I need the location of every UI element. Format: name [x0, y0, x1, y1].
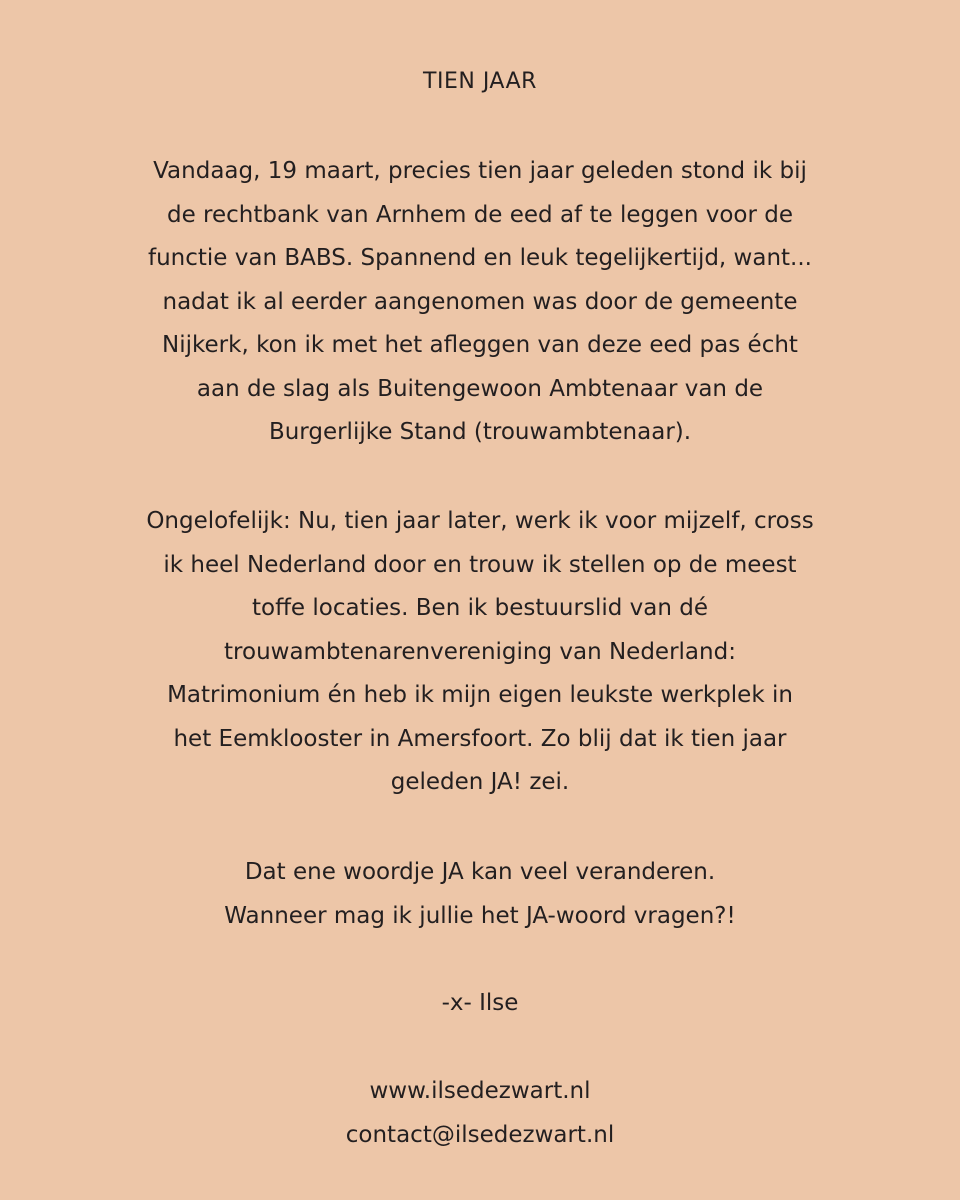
email-link[interactable]: contact@ilsedezwart.nl	[345, 1121, 615, 1148]
text-line: Nijkerk, kon ik met het afleggen van deze eed pas écht	[162, 332, 798, 358]
text-line: Wanneer mag ik jullie het JA-woord vragen?!	[224, 902, 736, 929]
text-line: Ongelofelijk: Nu, tien jaar later, werk ik voor mijzelf, cross	[146, 508, 814, 534]
text-line: trouwambtenarenvereniging van Nederland:	[224, 638, 736, 665]
text-line: aan de slag als Buitengewoon Ambtenaar van de	[196, 375, 764, 402]
text-line: functie van BABS. Spannend en leuk tegelijkertijd, want...	[148, 245, 812, 271]
page-title: TIEN JAAR	[423, 69, 537, 94]
signature-text: -x- Ilse	[441, 990, 519, 1016]
text-line: toffe locaties. Ben ik bestuurslid van dé	[252, 595, 708, 621]
text-line: Burgerlijke Stand (trouwambtenaar).	[268, 419, 692, 445]
text-line: Vandaag, 19 maart, precies tien jaar geleden stond ik bij	[153, 158, 807, 184]
text-line: de rechtbank van Arnhem de eed af te leggen voor de	[166, 201, 793, 228]
paragraph-intro	[60, 150, 900, 455]
contact-block	[60, 1070, 900, 1157]
paragraph-closing	[60, 851, 900, 938]
paragraph-now	[60, 500, 900, 805]
text-line: Matrimonium én heb ik mijn eigen leukste werkplek in	[167, 682, 793, 708]
text-line: het Eemklooster in Amersfoort. Zo blij dat ik tien jaar	[173, 725, 787, 752]
website-link[interactable]: www.ilsedezwart.nl	[369, 1078, 591, 1104]
text-line: ik heel Nederland door en trouw ik stellen op de meest	[163, 551, 797, 578]
signature	[60, 982, 900, 1026]
text-line: Dat ene woordje JA kan veel veranderen.	[244, 859, 716, 885]
text-line: nadat ik al eerder aangenomen was door de gemeente	[162, 288, 798, 315]
text-line: geleden JA! zei.	[390, 769, 570, 795]
